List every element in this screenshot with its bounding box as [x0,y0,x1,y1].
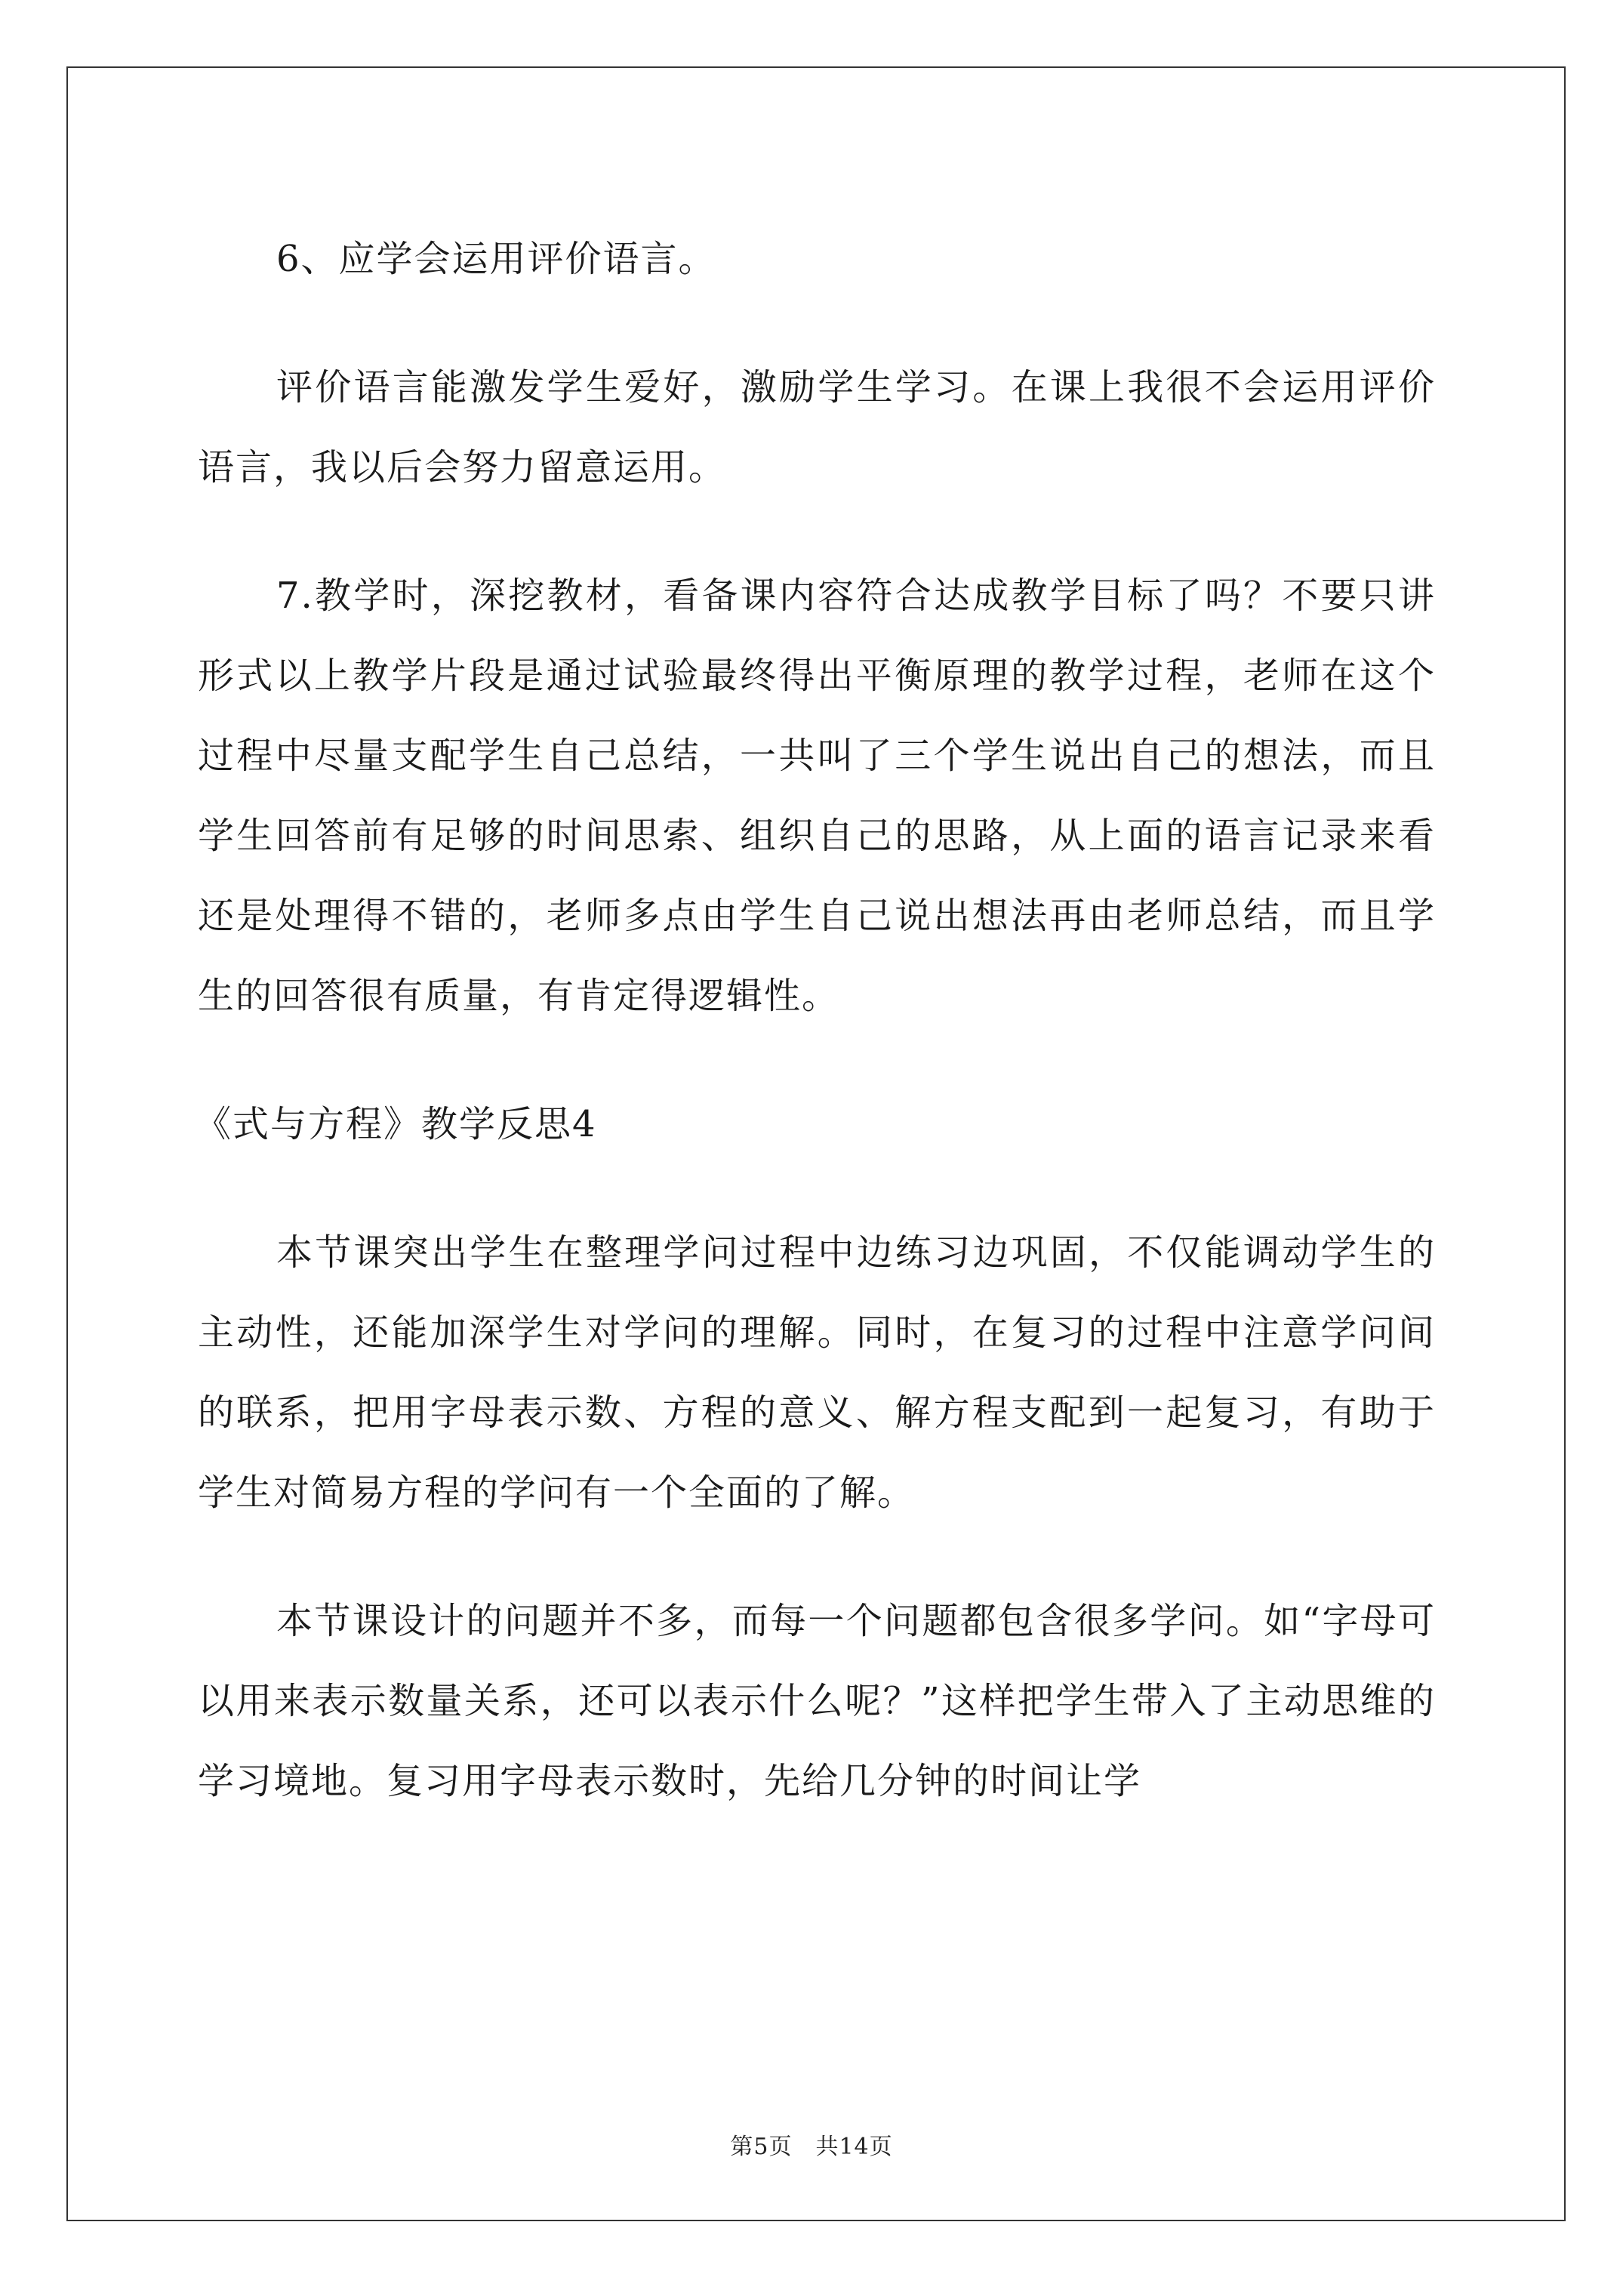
paragraph-evaluation-language: 评价语言能激发学生爱好，激励学生学习。在课上我很不会运用评价语言，我以后会努力留意运用。 [198,366,1436,488]
paragraph-item-6: 6、应学会运用评价语言。 [276,238,716,280]
paragraph-lesson-questions: 本节课设计的问题并不多，而每一个问题都包含很多学问。如“字母可以用来表示数量关系，还可以表示什么呢？”这样把学生带入了主动思维的学习境地。复习用字母表示数时，先给几分钟的时间让学 [198,1600,1436,1802]
paragraph-item-7: 7.教学时，深挖教材，看备课内容符合达成教学目标了吗？不要只讲形式以上教学片段是通过试验最终得出平衡原理的教学过程，老师在这个过程中尽量支配学生自己总结，一共叫了三个学生说出自己的想法，而且学生回答前有足够的时间思索、组织自己的思路，从上面的语言记录来看还是处理得不错的，老师多点由学生自己说出想法再由老师总结，而且学生的回答很有质量，有肯定得逻辑性。 [198,575,1436,1017]
page-number-footer: 第5页 共14页 [730,2134,893,2160]
document-body [195,219,1436,1869]
paragraph-lesson-summary: 本节课突出学生在整理学问过程中边练习边巩固，不仅能调动学生的主动性，还能加深学生对学问的理解。同时，在复习的过程中注意学问间的联系，把用字母表示数、方程的意义、解方程支配到一起复习，有助于学生对简易方程的学问有一个全面的了解。 [198,1231,1436,1514]
section-title: 《式与方程》教学反思4 [195,1103,597,1145]
